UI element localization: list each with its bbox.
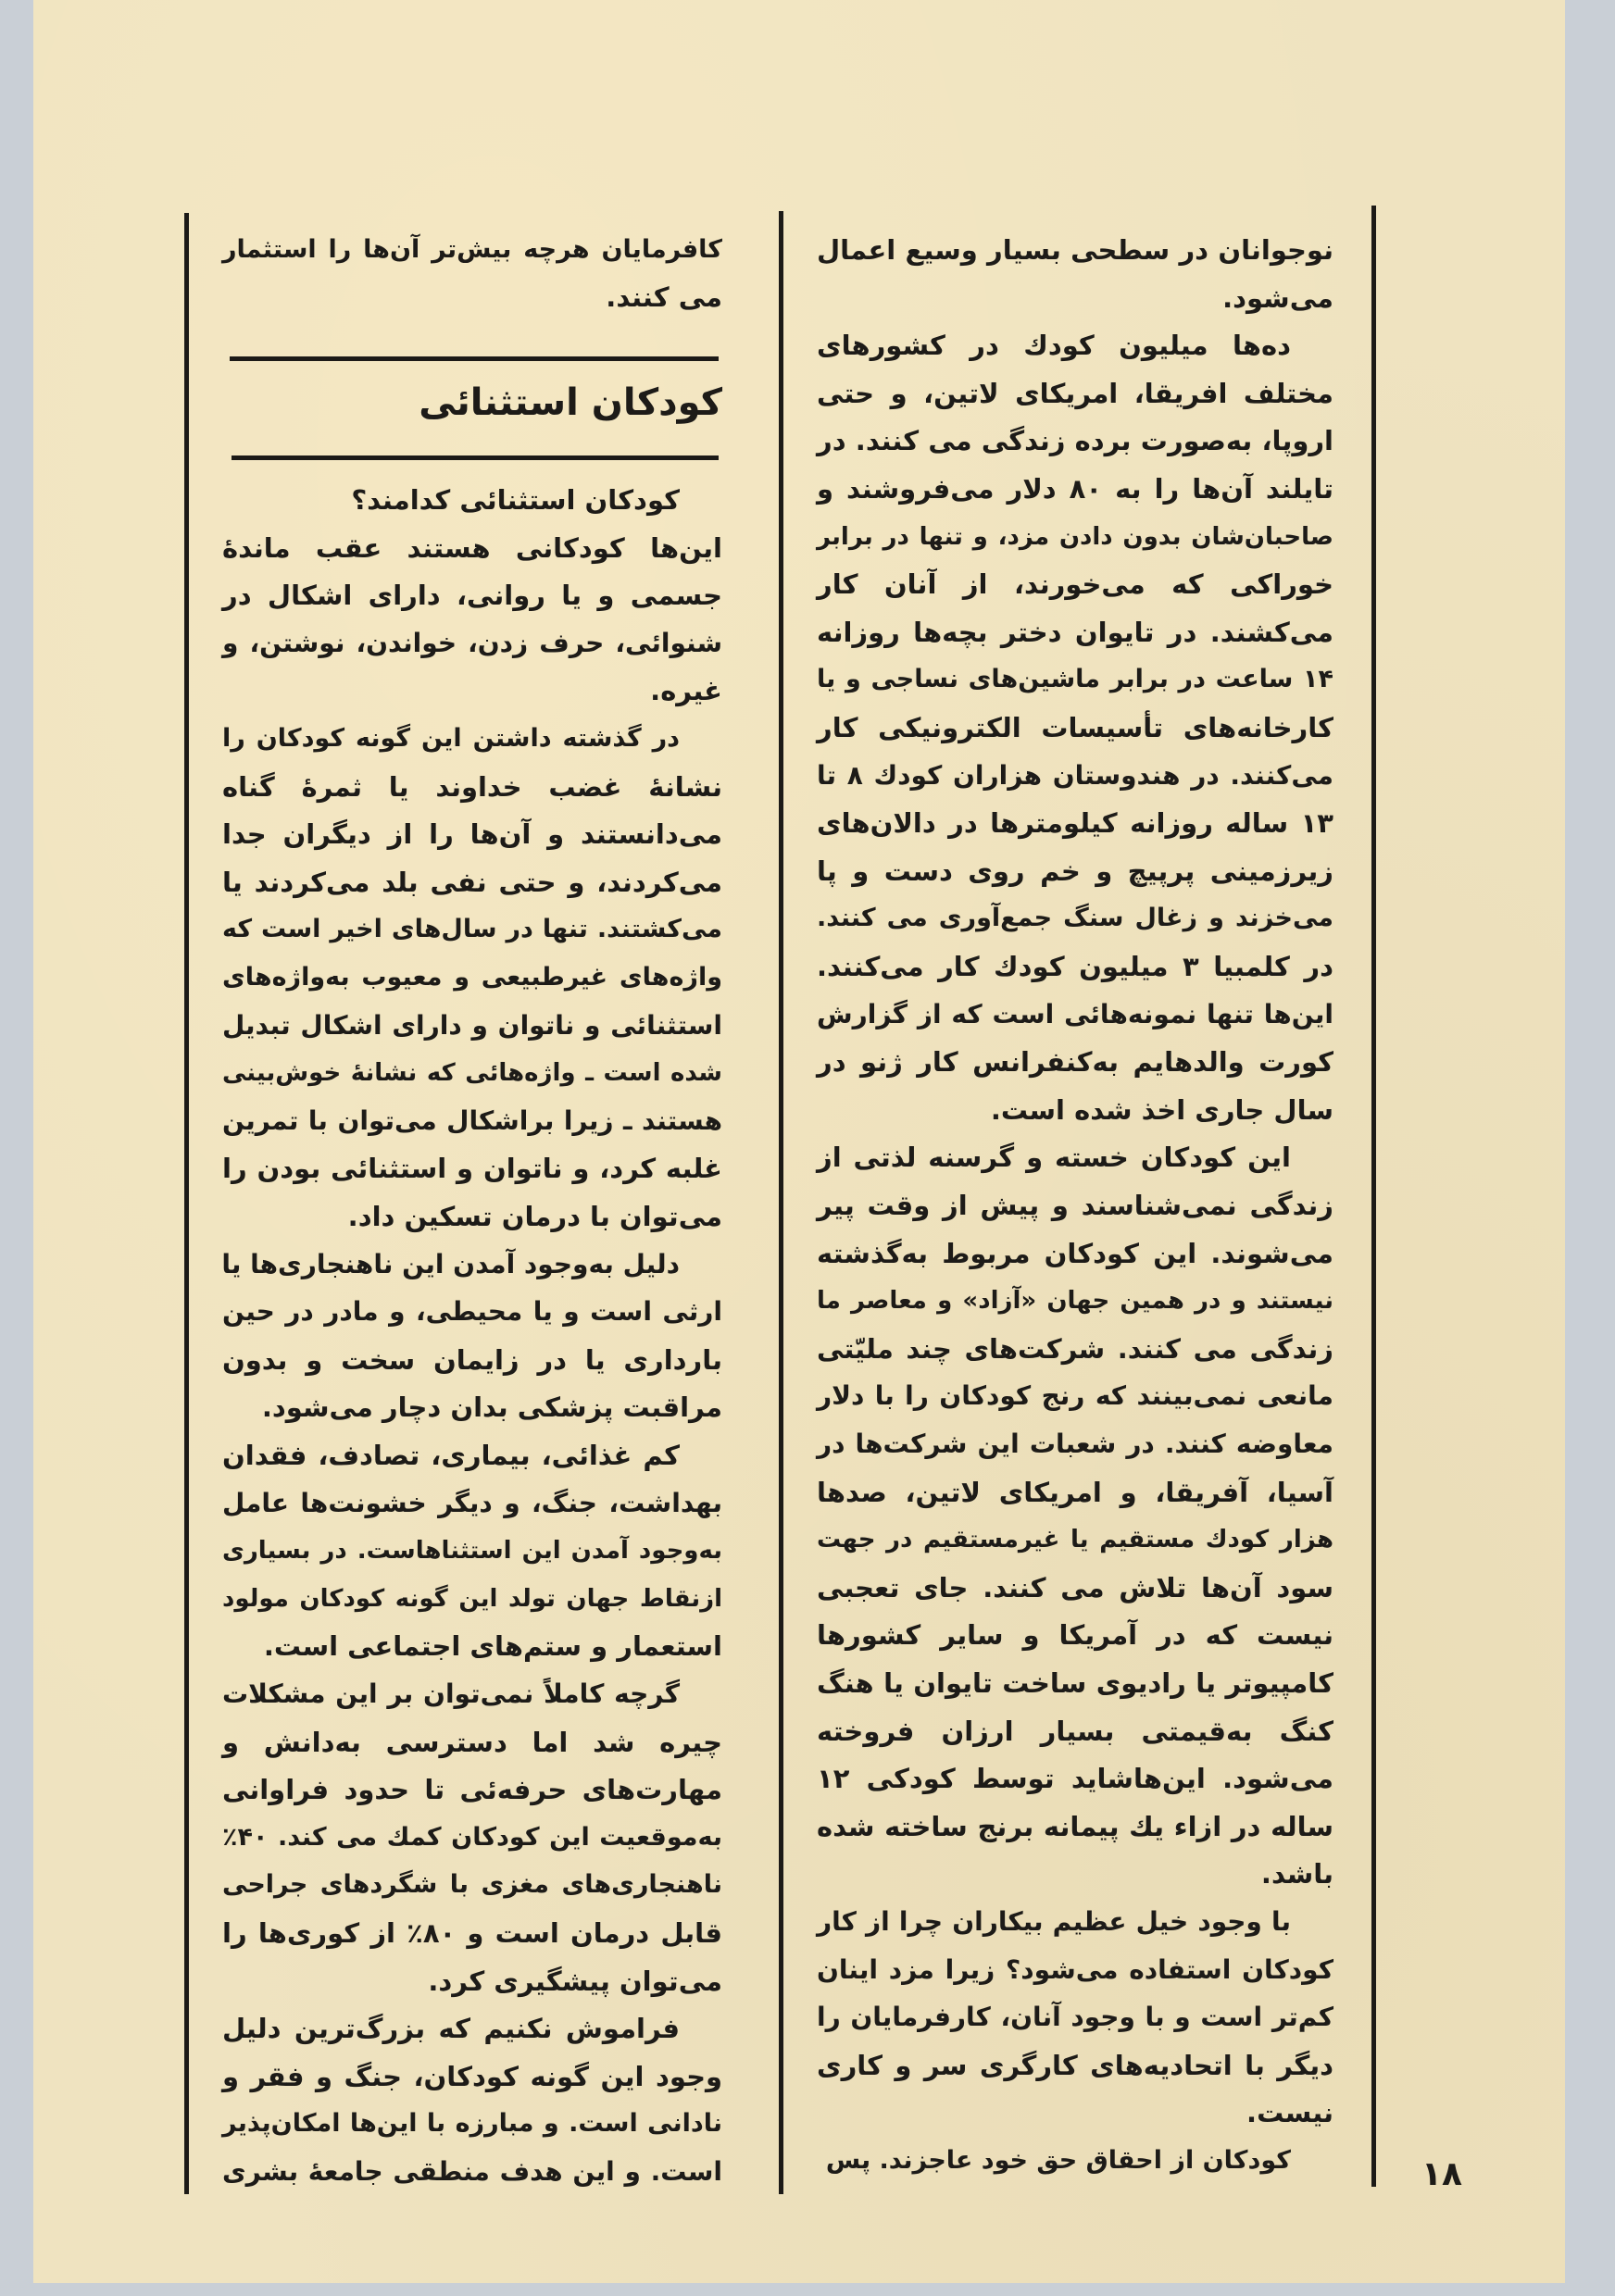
- text-line: سال جاری اخذ شده است.: [990, 1093, 1333, 1126]
- text-line: فراموش نکنیم که بزرگ‌ترین دلیل: [222, 2013, 680, 2045]
- text-line: می‌توان با درمان تسکین داد.: [347, 1201, 722, 1232]
- text-line: زندگی نمی‌شناسند و پیش از وقت پیر: [817, 1190, 1333, 1221]
- text-line: به‌موقعیت این کودکان کمك می کند. ۴۰٪: [222, 1822, 722, 1852]
- text-line: است. و این هدف منطقی جامعهٔ بشری: [222, 2156, 722, 2187]
- text-line: باشد.: [1260, 1858, 1333, 1890]
- page-number: ۱۸: [1421, 2155, 1462, 2193]
- text-line: کودکان استفاده می‌شود؟ زیرا مزد اینان: [817, 1953, 1333, 1985]
- text-line: معاوضه کنند. در شعبات این شرکت‌ها در: [817, 1429, 1333, 1459]
- left-column: [221, 227, 722, 2187]
- text-line: کافرمایان هرچه بیش‌تر آن‌ها را استثمار: [222, 235, 722, 264]
- text-line: ناهنجاری‌های مغزی با شگردهای جراحی: [222, 1870, 722, 1900]
- text-line: استعمار و ستم‌های اجتماعی است.: [263, 1630, 722, 1663]
- text-line: ۱۳ ساله روزانه کیلومترها در دالان‌های: [817, 807, 1333, 840]
- text-line: نیست که در آمریکا و سایر کشورها: [817, 1619, 1333, 1652]
- text-line: وجود این گونه کودکان، جنگ و فقر و: [222, 2060, 722, 2092]
- text-line: مراقبت پزشکی بدان دچار می‌شود.: [261, 1391, 722, 1424]
- text-line: نشانهٔ غضب خداوند یا ثمرهٔ گناه: [222, 770, 722, 803]
- text-line: گرچه کاملاً نمی‌توان بر این مشکلات: [222, 1678, 680, 1709]
- text-line: دلیل به‌وجود آمدن این ناهنجاری‌ها یا: [221, 1248, 680, 1279]
- text-line: مهارت‌های حرفه‌ئی تا حدود فراوانی: [222, 1774, 722, 1806]
- text-line: چیره شد اما دسترسی به‌دانش و: [222, 1726, 722, 1758]
- text-line: ازنقاط جهان تولد این گونه کودکان مولود: [222, 1584, 722, 1613]
- text-line: تایلند آن‌ها را به ۸۰ دلار می‌فروشند و: [817, 473, 1333, 505]
- text-line: اروپا، به‌صورت برده زندگی می کنند. در: [817, 425, 1333, 457]
- text-line: ۱۴ ساعت در برابر ماشین‌های نساجی و یا: [817, 665, 1333, 694]
- text-line: هزار کودك مستقیم یا غیرمستقیم در جهت: [817, 1526, 1333, 1554]
- text-line: دیگر با اتحادیه‌های کارگری سر و کاری: [817, 2049, 1333, 2081]
- text-line: نوجوانان در سطحی بسیار وسیع اعمال: [817, 234, 1333, 266]
- text-line: می‌کردند، و حتی نفی بلد می‌کردند یا: [222, 866, 722, 898]
- text-line: جسمی و یا روانی، دارای اشکال در: [222, 580, 722, 612]
- text-line: این کودکان خسته و گرسنه لذتی از: [817, 1142, 1291, 1174]
- text-line: می‌شود.: [1222, 281, 1333, 314]
- text-line: نادانی است. و مبارزه با این‌ها امکان‌پذیر: [222, 2109, 722, 2139]
- text-line: استثنائی و ناتوان و دارای اشکال تبدیل: [222, 1009, 722, 1041]
- text-line: کنگ به‌قیمتی بسیار ارزان فروخته: [817, 1715, 1333, 1747]
- text-line: کودکان استثنائی کدامند؟: [351, 484, 680, 516]
- right-border-rule: [1371, 206, 1376, 2187]
- text-line: می‌کنند. در هندوستان هزاران کودك ۸ تا: [817, 759, 1333, 791]
- text-line: این‌ها تنها نمونه‌هائی است که از گزارش: [817, 998, 1333, 1029]
- text-line: با وجود خیل عظیم بیکاران چرا از کار: [817, 1906, 1291, 1937]
- text-line: به‌وجود آمدن این استثناهاست. در بسیاری: [222, 1537, 722, 1566]
- text-line: می‌شوند. این کودکان مربوط به‌گذشته: [817, 1237, 1333, 1269]
- text-line: کودکان از احقاق حق خود عاجزند. پس: [825, 2146, 1291, 2175]
- text-line: می‌شود. این‌هاشاید توسط کودکی ۱۲: [817, 1763, 1333, 1795]
- text-line: کم‌تر است و با وجود آنان، کارفرمایان را: [817, 2002, 1333, 2033]
- text-line: نیستند و در همین جهان «آزاد» و معاصر ما: [817, 1287, 1333, 1316]
- text-line: شده است ـ واژه‌هائی که نشانهٔ خوش‌بینی: [222, 1059, 722, 1088]
- text-line: نیست.: [1246, 2097, 1333, 2129]
- text-line: ارثی است و یا محیطی، و مادر در حین: [222, 1296, 722, 1328]
- text-line: شنوائی، حرف زدن، خواندن، نوشتن، و: [222, 627, 722, 658]
- text-line: می‌خزند و زغال سنگ جمع‌آوری می کنند.: [817, 904, 1333, 933]
- text-line: کارخانه‌های تأسیسات الکترونیکی کار: [817, 712, 1333, 743]
- text-line: واژه‌های غیرطبیعی و معیوب به‌واژه‌های: [222, 963, 722, 992]
- text-line: می‌توان پیشگیری کرد.: [428, 1965, 722, 1997]
- text-line: در کلمبیا ۳ میلیون کودك کار می‌کنند.: [817, 951, 1333, 982]
- text-line: هستند ـ زیرا براشکال می‌توان با تمرین: [222, 1104, 722, 1136]
- text-line: این‌ها کودکانی هستند عقب ماندهٔ: [222, 531, 722, 564]
- text-line: سود آن‌ها تلاش می کنند. جای تعجبی: [817, 1571, 1333, 1603]
- section-title: کودکان استثنائی: [419, 381, 722, 424]
- text-line: ده‌ها میلیون کودك در کشورهای: [817, 330, 1291, 362]
- text-line: زیرزمینی پرپیچ و خم روی دست و پا: [817, 855, 1333, 887]
- text-line: زندگی می کنند. شرکت‌های چند ملیّتی: [817, 1332, 1333, 1365]
- text-line: آسیا، آفریقا، و امریکای لاتین، صدها: [817, 1476, 1333, 1508]
- text-line: غیره.: [650, 675, 722, 707]
- text-line: غلبه کرد، و ناتوان و استثنائی بودن را: [222, 1153, 722, 1185]
- text-line: صاحبان‌شان بدون دادن مزد، و تنها در برابر: [817, 522, 1333, 551]
- column-divider-rule: [779, 211, 783, 2194]
- text-line: کورت والدهایم به‌کنفرانس کار ژنو در: [817, 1046, 1333, 1079]
- text-line: مختلف افریقا، امریکای لاتین، و حتی: [817, 377, 1333, 409]
- text-line: بارداری یا در زایمان سخت و بدون: [222, 1343, 722, 1376]
- text-line: در گذشته داشتن این گونه کودکان را: [222, 724, 680, 753]
- text-line: می‌دانستند و آن‌ها را از دیگران جدا: [222, 818, 722, 851]
- text-line: می‌کشند. در تایوان دختر بچه‌ها روزانه: [817, 616, 1333, 648]
- left-border-rule: [184, 213, 189, 2194]
- text-line: خوراکی که می‌خورند، از آنان کار: [817, 568, 1333, 601]
- text-line: کامپیوتر یا رادیوی ساخت تایوان یا هنگ: [817, 1667, 1333, 1699]
- text-line: کم غذائی، بیماری، تصادف، فقدان: [222, 1440, 680, 1471]
- text-line: بهداشت، جنگ، و دیگر خشونت‌ها عامل: [222, 1487, 722, 1518]
- text-line: می‌کشتند. تنها در سال‌های اخیر است که: [222, 915, 722, 944]
- text-line: مانعی نمی‌بینند که رنج کودکان را با دلار: [817, 1380, 1333, 1412]
- text-line: می کنند.: [606, 281, 722, 313]
- text-line: ساله در ازاء یك پیمانه برنج ساخته شده: [817, 1810, 1333, 1842]
- text-line: قابل درمان است و ۸۰٪ از کوری‌ها را: [222, 1917, 722, 1949]
- right-column: [817, 227, 1333, 2175]
